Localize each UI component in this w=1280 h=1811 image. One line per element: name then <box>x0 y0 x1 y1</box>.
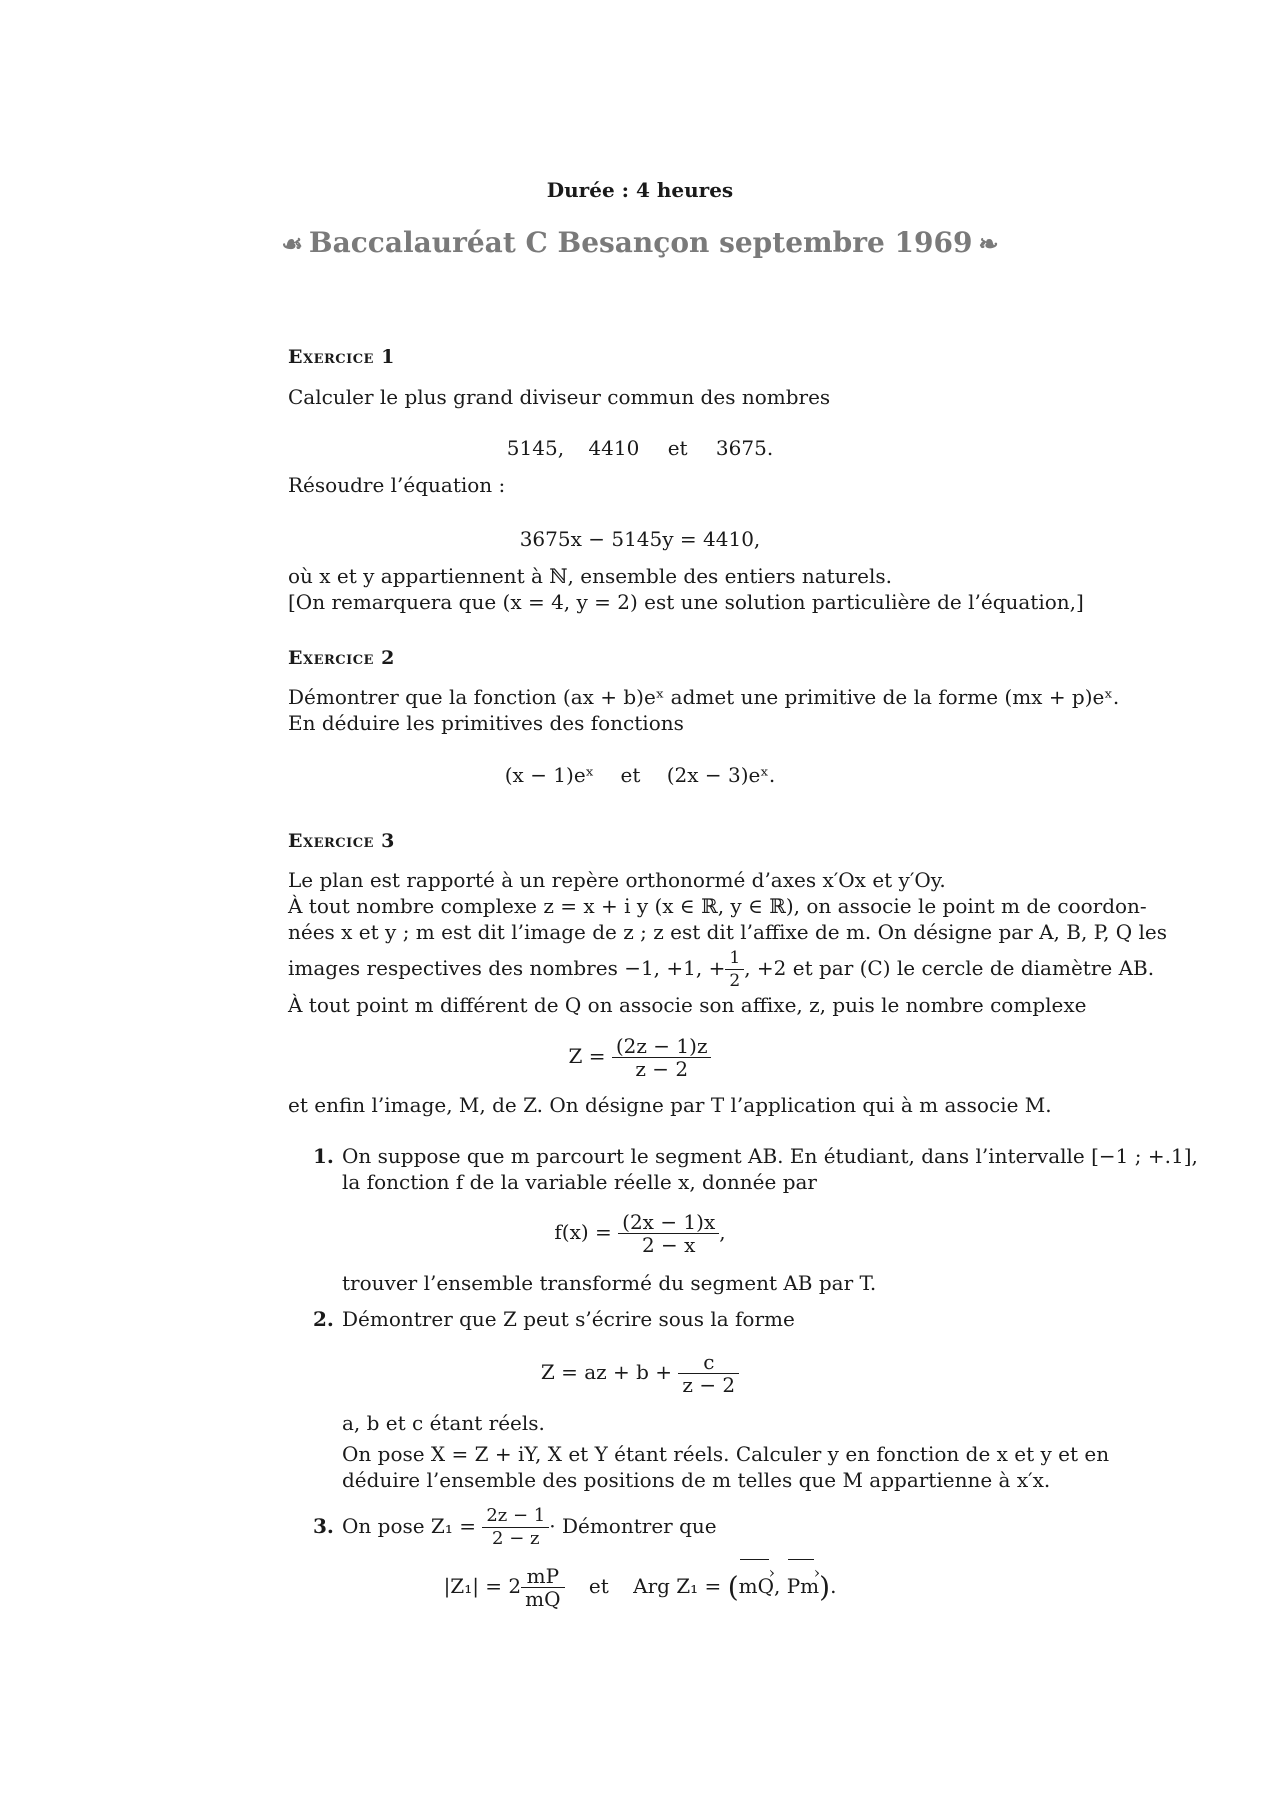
q1-eq-lhs: f(x) = <box>554 1220 612 1244</box>
q3-et: et <box>588 1574 609 1598</box>
title-text: Baccalauréat C Besançon septembre 1969 <box>308 226 973 259</box>
q3-end: · Démontrer que <box>549 1514 717 1538</box>
q2-equation <box>0 1346 1280 1398</box>
ex1-equation: 3675x − 5145y = 4410, <box>519 527 761 551</box>
q2-eq-denominator: z − 2 <box>682 1373 736 1397</box>
q3-modulus-numerator: mP <box>521 1565 564 1588</box>
ex2-paragraph-2: En déduire les primitives des fonctions <box>288 711 684 735</box>
ex1-paragraph-1: Calculer le plus grand diviseur commun des nombres <box>288 385 831 409</box>
exercise-3-heading: Exercice 3 <box>288 830 395 852</box>
ex2-et: et <box>620 763 641 787</box>
page-title <box>0 226 1280 259</box>
eq-Z-lhs: Z = <box>568 1044 606 1068</box>
q3-fraction-numerator: 2z − 1 <box>482 1505 549 1528</box>
ornament-right-icon: ❧ <box>978 229 999 258</box>
q3-start: On pose Z₁ = <box>342 1514 476 1538</box>
q1-equation <box>0 1206 1280 1258</box>
paren-open-icon: ( <box>727 1570 739 1604</box>
ex1-number-3: 3675. <box>715 436 774 460</box>
eq-Z-denominator: z − 2 <box>635 1057 689 1081</box>
exercise-1-heading: Exercice 1 <box>288 346 395 368</box>
q3-modulus-denominator: mQ <box>525 1587 561 1611</box>
ex1-number-2: 4410 <box>588 436 640 460</box>
q3-equations: |Z₁| = 2 $\frac{mP}{mQ}$ et Arg Z₁ = (mQ ›, Pm ›). <box>0 1556 1280 1614</box>
vector-mQ: mQ › <box>739 1556 774 1612</box>
ex3-p4-end: , +2 et par (C) le cercle de diamètre AB. <box>744 956 1155 980</box>
ex3-paragraph-6: et enfin l’image, M, de Z. On désigne par T l’application qui à m associe M. <box>288 1093 1052 1117</box>
q2-line-4: déduire l’ensemble des positions de m telles que M appartienne à x′x. <box>342 1468 1051 1492</box>
eq-Z <box>0 1030 1280 1082</box>
q2-eq-numerator: c <box>678 1351 739 1374</box>
ex1-numbers <box>0 435 1280 461</box>
ex1-paragraph-4: [On remarquera que (x = 4, y = 2) est une solution particulière de l’équation,] <box>288 590 1084 614</box>
ex3-paragraph-1: Le plan est rapporté à un repère orthonormé d’axes x′Ox et y′Oy. <box>288 868 946 892</box>
q2-line-2: a, b et c étant réels. <box>342 1411 545 1435</box>
duration: Durée : 4 heures <box>546 178 734 202</box>
q1-line-2: la fonction f de la variable réelle x, donnée par <box>342 1170 817 1194</box>
ex1-paragraph-3: où x et y appartiennent à ℕ, ensemble des entiers naturels. <box>288 564 892 588</box>
q3-modulus-lhs: |Z₁| = 2 <box>443 1574 522 1598</box>
q2-line-3: On pose X = Z + iY, X et Y étant réels. Calculer y en fonction de x et y et en <box>342 1442 1110 1466</box>
ex3-p4-start: images respectives des nombres −1, +1, + <box>288 956 726 980</box>
q3-line-1 <box>342 1503 1068 1550</box>
paren-close-icon: ) <box>819 1570 831 1604</box>
half-denominator: 2 <box>729 971 741 991</box>
ex1-number-1: 5145, <box>506 436 565 460</box>
vector-Pm: Pm › <box>787 1556 819 1612</box>
q2-eq-lhs: Z = az + b + <box>540 1360 673 1384</box>
q2-eq-fraction <box>678 1351 739 1396</box>
ex3-paragraph-4 <box>288 945 1155 992</box>
eq-Z-numerator: (2z − 1)z <box>612 1035 712 1058</box>
half-numerator: 1 <box>725 947 744 970</box>
question-1-number: 1. <box>313 1144 334 1168</box>
half-fraction <box>725 947 744 992</box>
q3-arg-lhs: Arg Z₁ = <box>633 1574 722 1598</box>
q3-fraction <box>482 1505 549 1550</box>
ex1-paragraph-2: Résoudre l’équation : <box>288 473 506 497</box>
exercise-2-heading: Exercice 2 <box>288 647 395 669</box>
q1-eq-fraction <box>618 1211 719 1256</box>
q1-line-3: trouver l’ensemble transformé du segment AB par T. <box>342 1271 877 1295</box>
q3-fraction-denominator: 2 − z <box>492 1528 540 1549</box>
ex2-functions <box>0 762 1280 788</box>
q3-modulus-fraction <box>521 1565 564 1610</box>
ex2-function-1: (x − 1)eˣ <box>504 763 595 787</box>
ex3-paragraph-2: À tout nombre complexe z = x + i y (x ∈ ℝ, y ∈ ℝ), on associe le point m de coordon- <box>288 894 1147 918</box>
q2-line-1: Démontrer que Z peut s’écrire sous la forme <box>342 1307 795 1331</box>
ex1-et: et <box>667 436 688 460</box>
q1-eq-comma: , <box>719 1220 726 1244</box>
question-2-number: 2. <box>313 1307 334 1331</box>
ex3-paragraph-5: À tout point m différent de Q on associe son affixe, z, puis le nombre complexe <box>288 993 1087 1017</box>
ornament-left-icon: ☙ <box>281 229 303 258</box>
q1-line-1: On suppose que m parcourt le segment AB. En étudiant, dans l’intervalle [−1 ; +.1], <box>342 1144 1198 1168</box>
question-3-number: 3. <box>313 1514 334 1538</box>
q1-eq-numerator: (2x − 1)x <box>618 1211 719 1234</box>
ex2-paragraph-1: Démontrer que la fonction (ax + b)eˣ admet une primitive de la forme (mx + p)eˣ. <box>288 685 1120 709</box>
q1-eq-denominator: 2 − x <box>641 1233 696 1257</box>
eq-Z-fraction <box>612 1035 712 1080</box>
ex3-paragraph-3: nées x et y ; m est dit l’image de z ; z est dit l’affixe de m. On désigne par A, B, P, Q les <box>288 920 1168 944</box>
ex2-function-2: (2x − 3)eˣ. <box>666 763 776 787</box>
